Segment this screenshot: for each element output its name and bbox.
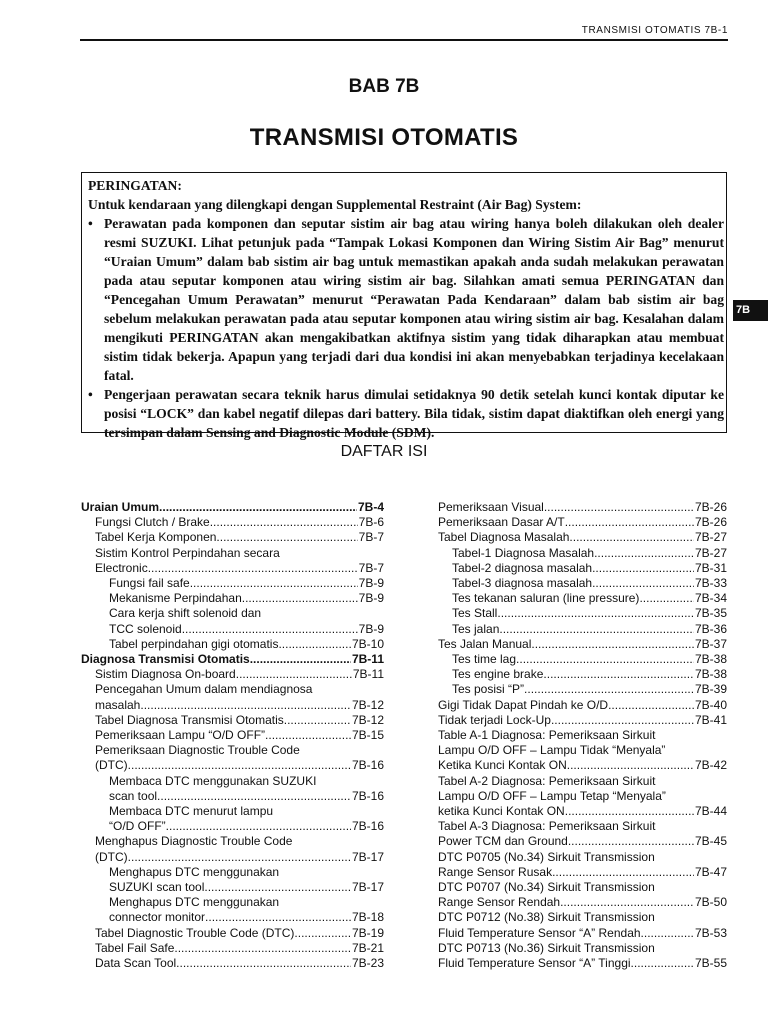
toc-entry-title: Fluid Temperature Sensor “A” Tinggi	[438, 956, 631, 971]
toc-entry-title: Tes engine brake	[452, 667, 544, 682]
toc-entry-title: Pemeriksaan Diagnostic Trouble Code	[95, 743, 300, 758]
toc-entry-title: SUZUKI scan tool	[109, 880, 205, 895]
toc-page-number: 7B-6	[358, 515, 384, 530]
toc-entry[interactable]	[438, 880, 727, 910]
toc-leader-dots	[190, 576, 358, 591]
section-tab[interactable]: 7B	[733, 300, 768, 321]
toc-entry[interactable]	[438, 698, 727, 713]
toc-leader-dots	[140, 698, 351, 713]
toc-leader-dots	[552, 865, 694, 880]
toc-entry[interactable]	[438, 546, 727, 561]
toc-entry-title: Gigi Tidak Dapat Pindah ke O/D	[438, 697, 609, 712]
toc-entry-title: Membaca DTC menurut lampu	[109, 804, 274, 819]
toc-page-number: 7B-4	[357, 500, 384, 514]
toc-page-number: 7B-9	[358, 621, 384, 636]
toc-page-number: 7B-39	[694, 682, 727, 697]
toc-entry-title: Pemeriksaan Visual	[438, 500, 544, 514]
toc-entry[interactable]	[438, 515, 727, 530]
toc-entry-title: Fungsi fail safe	[109, 576, 190, 591]
warning-intro: Untuk kendaraan yang dilengkapi dengan Supplemental Restraint (Air Bag) System:	[88, 197, 582, 212]
toc-leader-dots	[560, 895, 694, 910]
toc-page-number: 7B-12	[351, 712, 384, 727]
toc-leader-dots	[250, 652, 351, 667]
warning-bullet-text: Pengerjaan perawatan secara teknik harus dimulai setidaknya 90 detik setelah kunci kontak diputar ke posisi “LOCK” dan kabel negatif dilepas dari battery. Bila tidak, sistim dapat diaktifkan oleh energi yang tersimpan dalam Sensing and Diagnostic Module (SDM).	[104, 387, 724, 440]
toc-page-number: 7B-9	[358, 576, 384, 591]
toc-entry-title: Pencegahan Umum dalam mendiagnosa	[95, 682, 313, 697]
toc-page-number: 7B-34	[694, 591, 727, 606]
toc-entry-title: DTC P0707 (No.34) Sirkuit Transmission	[438, 880, 655, 895]
toc-entry[interactable]	[81, 530, 384, 545]
toc-entry[interactable]	[438, 530, 727, 545]
toc-entry-title: Tabel Diagnosa Masalah	[438, 530, 570, 545]
toc-entry[interactable]	[81, 682, 384, 712]
toc-leader-dots	[544, 500, 694, 515]
toc-entry-title: DTC P0712 (No.38) Sirkuit Transmission	[438, 910, 655, 925]
toc-page-number: 7B-19	[351, 925, 384, 940]
toc-leader-dots	[204, 880, 351, 895]
toc-entry-title: Electronic	[95, 560, 148, 575]
toc-entry-title: Sistim Kontrol Perpindahan secara	[95, 545, 280, 560]
toc-leader-dots	[174, 941, 351, 956]
toc-entry[interactable]	[438, 819, 727, 849]
toc-page-number: 7B-21	[351, 940, 384, 955]
toc-entry-title: Tabel perpindahan gigi otomatis	[109, 636, 279, 651]
toc-entry[interactable]	[81, 941, 384, 956]
toc-entry-title: Data Scan Tool	[95, 956, 177, 971]
toc-entry[interactable]	[81, 926, 384, 941]
toc-entry[interactable]	[81, 865, 384, 895]
toc-entry-title: Tidak terjadi Lock-Up	[438, 712, 551, 727]
header-rule	[80, 39, 728, 41]
toc-page-number: 7B-35	[694, 606, 727, 621]
toc-entry[interactable]	[438, 910, 727, 940]
toc-leader-dots	[567, 758, 694, 773]
toc-leader-dots	[499, 622, 694, 637]
toc-page-number: 7B-16	[351, 758, 384, 773]
toc-page-number: 7B-40	[694, 697, 727, 712]
toc-page-number: 7B-17	[351, 880, 384, 895]
toc-leader-dots	[551, 713, 694, 728]
toc-entry-title: Tes Stall	[452, 606, 498, 621]
toc-page-number: 7B-36	[694, 621, 727, 636]
toc-entry[interactable]	[81, 652, 384, 667]
toc-entry-title: Uraian Umum	[81, 500, 160, 514]
toc-page-number: 7B-7	[358, 530, 384, 545]
toc-entry[interactable]	[438, 850, 727, 880]
toc-entry[interactable]	[438, 682, 727, 697]
toc-entry-title: Tabel Diagnosa Transmisi Otomatis	[95, 712, 284, 727]
toc-entry-title: Tabel-3 diagnosa masalah	[452, 576, 593, 591]
toc-entry-title: Pemeriksaan Lampu “O/D OFF”	[95, 728, 266, 743]
toc-leader-dots	[543, 667, 694, 682]
toc-entry-title: masalah	[95, 697, 141, 712]
toc-entry[interactable]	[438, 622, 727, 637]
toc-page-number: 7B-16	[351, 788, 384, 803]
toc-entry[interactable]	[81, 591, 384, 606]
toc-entry[interactable]	[438, 591, 727, 606]
toc-leader-dots	[157, 789, 351, 804]
toc-entry-title: Cara kerja shift solenoid dan	[109, 606, 262, 621]
toc-leader-dots	[608, 698, 694, 713]
toc-leader-dots	[531, 637, 694, 652]
toc-entry-title: Ketika Kunci Kontak ON	[438, 758, 567, 773]
toc-left-column	[81, 500, 384, 971]
toc-entry-title: Tes tekanan saluran (line pressure)	[452, 591, 640, 606]
toc-entry-title: Tes Jalan Manual	[438, 636, 532, 651]
toc-entry[interactable]	[81, 667, 384, 682]
toc-entry[interactable]	[81, 576, 384, 591]
toc-page-number: 7B-31	[694, 560, 727, 575]
toc-leader-dots	[594, 546, 694, 561]
warning-heading: PERINGATAN:	[88, 178, 182, 193]
toc-entry-title: Pemeriksaan Dasar A/T	[438, 515, 565, 530]
toc-entry-title: ketika Kunci Kontak ON	[438, 804, 565, 819]
toc-leader-dots	[516, 652, 694, 667]
toc-entry-title: Mekanisme Perpindahan	[109, 591, 242, 606]
toc-page-number: 7B-41	[694, 712, 727, 727]
toc-entry[interactable]	[81, 834, 384, 864]
toc-entry-title: Tabel-2 diagnosa masalah	[452, 560, 593, 575]
toc-entry[interactable]	[81, 774, 384, 804]
toc-page-number: 7B-50	[694, 895, 727, 910]
toc-leader-dots	[210, 515, 358, 530]
warning-bullet	[88, 214, 724, 385]
toc-entry-title: Menghapus DTC menggunakan	[109, 895, 280, 910]
toc-entry[interactable]	[81, 895, 384, 925]
toc-entry-title: Membaca DTC menggunakan SUZUKI	[109, 773, 317, 788]
toc-entry-title: Tabel-1 Diagnosa Masalah	[452, 545, 595, 560]
toc-page-number: 7B-15	[351, 728, 384, 743]
toc-entry-title: Sistim Diagnosa On-board	[95, 667, 236, 682]
toc-leader-dots	[284, 713, 351, 728]
toc-page-number: 7B-33	[694, 576, 727, 591]
toc-entry[interactable]	[81, 546, 384, 576]
toc-leader-dots	[641, 926, 694, 941]
page-title: TRANSMISI OTOMATIS	[249, 124, 519, 151]
toc-entry[interactable]	[81, 637, 384, 652]
toc-page-number: 7B-55	[694, 956, 727, 971]
toc-leader-dots	[265, 728, 351, 743]
toc-page-number: 7B-26	[694, 515, 727, 530]
toc-entry-title: Range Sensor Rusak	[438, 864, 553, 879]
toc-entry[interactable]	[438, 637, 727, 652]
toc-entry[interactable]	[438, 713, 727, 728]
toc-page-number: 7B-23	[351, 956, 384, 971]
bullet-icon: •	[88, 216, 93, 231]
running-header: TRANSMISI OTOMATIS 7B-1	[581, 25, 728, 36]
toc-page-number: 7B-37	[694, 636, 727, 651]
toc-entry-title: TCC solenoid	[109, 621, 182, 636]
toc-entry-title: Tes time lag	[452, 652, 517, 667]
toc-leader-dots	[524, 682, 694, 697]
toc-entry-title: Lampu O/D OFF – Lampu Tidak “Menyala”	[438, 743, 666, 758]
toc-entry-title: scan tool	[109, 788, 158, 803]
toc-page-number: 7B-44	[694, 804, 727, 819]
toc-entry-title: Menghapus DTC menggunakan	[109, 864, 280, 879]
toc-page-number: 7B-11	[352, 667, 384, 682]
toc-entry-title: Tabel Diagnostic Trouble Code (DTC)	[95, 925, 295, 940]
toc-entry-title: (DTC)	[95, 849, 128, 864]
toc-entry[interactable]	[438, 652, 727, 667]
toc-page-number: 7B-7	[358, 560, 384, 575]
toc-leader-dots	[182, 622, 358, 637]
toc-entry[interactable]	[438, 728, 727, 774]
toc-entry-title: connector monitor	[109, 910, 206, 925]
toc-page-number: 7B-45	[694, 834, 727, 849]
toc-entry[interactable]	[81, 728, 384, 743]
toc-entry-title: Tes posisi “P”	[452, 682, 525, 697]
toc-entry-title: Tabel A-3 Diagnosa: Pemeriksaan Sirkuit	[438, 819, 656, 834]
toc-entry-title: Menghapus Diagnostic Trouble Code	[95, 834, 293, 849]
toc-leader-dots	[128, 758, 351, 773]
toc-leader-dots	[639, 591, 694, 606]
toc-page-number: 7B-47	[694, 864, 727, 879]
toc-leader-dots	[236, 667, 352, 682]
toc-entry-title: Range Sensor Rendah	[438, 895, 561, 910]
toc-entry[interactable]	[438, 576, 727, 591]
chapter-label: BAB 7B	[348, 76, 420, 97]
toc-page-number: 7B-9	[358, 591, 384, 606]
toc-leader-dots	[294, 926, 351, 941]
toc-page-number: 7B-27	[694, 530, 727, 545]
toc-entry-title: Tabel A-2 Diagnosa: Pemeriksaan Sirkuit	[438, 773, 656, 788]
toc-leader-dots	[166, 819, 351, 834]
bullet-icon: •	[88, 387, 93, 402]
warning-bullet-text: Perawatan pada komponen dan seputar sistim air bag atau wiring hanya boleh dilakukan oleh dealer resmi SUZUKI. Lihat petunjuk pada “Tampak Lokasi Komponen dan Wiring Sistim Air Bag” menurut “Uraian Umum” dalam bab sistim air bag untuk memastikan apakah anda sudah melakukan perawatan pada atau seputar komponen atau wiring sistim air bag. Silahkan amati semua PERINGATAN dan “Pencegahan Umum Perawatan” menurut “Perawatan Pada Kendaraan” dalam bab sistim air bag sebelum melakukan perawatan pada atau seputar komponen atau wiring sistim air bag. Kesalahan dalam mengikuti PERINGATAN akan mengakibatkan aktifnya sistim yang tidak diharapkan atau membuat sistim tidak bekerja. Apapun yang terjadi dari dua kondisi ini akan menyebabkan terjadinya kecelakaan fatal.	[104, 216, 724, 383]
toc-leader-dots	[242, 591, 358, 606]
toc-right-column	[438, 500, 727, 971]
toc-page-number: 7B-42	[694, 758, 727, 773]
toc-entry[interactable]	[438, 774, 727, 820]
toc-leader-dots	[159, 500, 357, 515]
toc-leader-dots	[592, 561, 694, 576]
toc-page-number: 7B-17	[351, 849, 384, 864]
toc-leader-dots	[497, 606, 694, 621]
toc-leader-dots	[278, 637, 351, 652]
toc-page-number: 7B-10	[351, 636, 384, 651]
warning-bullet	[88, 385, 724, 442]
toc-entry[interactable]	[81, 515, 384, 530]
toc-entry[interactable]	[438, 941, 727, 971]
toc-leader-dots	[148, 561, 358, 576]
toc-page-number: 7B-12	[351, 697, 384, 712]
toc-page-number: 7B-38	[694, 667, 727, 682]
toc-entry-title: Fungsi Clutch / Brake	[95, 515, 210, 530]
toc-leader-dots	[565, 515, 694, 530]
toc-leader-dots	[631, 956, 694, 971]
toc-entry[interactable]	[81, 606, 384, 636]
toc-heading: DAFTAR ISI	[340, 443, 428, 460]
toc-entry[interactable]	[81, 804, 384, 834]
toc-entry[interactable]	[438, 500, 727, 515]
toc-entry-title: Fluid Temperature Sensor “A” Rendah	[438, 925, 641, 940]
toc-page-number: 7B-38	[694, 652, 727, 667]
toc-entry-title: “O/D OFF”	[109, 819, 166, 834]
toc-entry-title: (DTC)	[95, 758, 128, 773]
toc-entry[interactable]	[438, 606, 727, 621]
toc-leader-dots	[205, 910, 351, 925]
toc-page-number: 7B-16	[351, 819, 384, 834]
toc-leader-dots	[568, 834, 694, 849]
toc-page-number: 7B-11	[351, 652, 384, 667]
toc-leader-dots	[176, 956, 351, 971]
toc-entry[interactable]	[81, 713, 384, 728]
toc-leader-dots	[592, 576, 694, 591]
toc-leader-dots	[216, 530, 357, 545]
toc-entry-title: Power TCM dan Ground	[438, 834, 568, 849]
toc-entry[interactable]	[81, 500, 384, 515]
toc-entry[interactable]	[81, 743, 384, 773]
toc-entry-title: DTC P0713 (No.36) Sirkuit Transmission	[438, 940, 655, 955]
toc-entry-title: Tabel Fail Safe	[95, 940, 175, 955]
toc-entry-title: Tes jalan	[452, 621, 500, 636]
toc-page-number: 7B-26	[694, 500, 727, 514]
toc-leader-dots	[565, 804, 694, 819]
toc-entry-title: Table A-1 Diagnosa: Pemeriksaan Sirkuit	[438, 728, 656, 743]
toc-entry-title: Lampu O/D OFF – Lampu Tetap “Menyala”	[438, 788, 666, 803]
toc-entry[interactable]	[438, 561, 727, 576]
toc-page-number: 7B-27	[694, 545, 727, 560]
toc-entry-title: Tabel Kerja Komponen	[95, 530, 217, 545]
toc-entry-title: Diagnosa Transmisi Otomatis	[81, 652, 250, 667]
toc-entry[interactable]	[81, 956, 384, 971]
toc-entry[interactable]	[438, 667, 727, 682]
warning-box	[81, 172, 727, 440]
toc-entry-title: DTC P0705 (No.34) Sirkuit Transmission	[438, 849, 655, 864]
toc-leader-dots	[569, 530, 694, 545]
toc-page-number: 7B-18	[351, 910, 384, 925]
toc-page-number: 7B-53	[694, 925, 727, 940]
toc-leader-dots	[128, 850, 351, 865]
